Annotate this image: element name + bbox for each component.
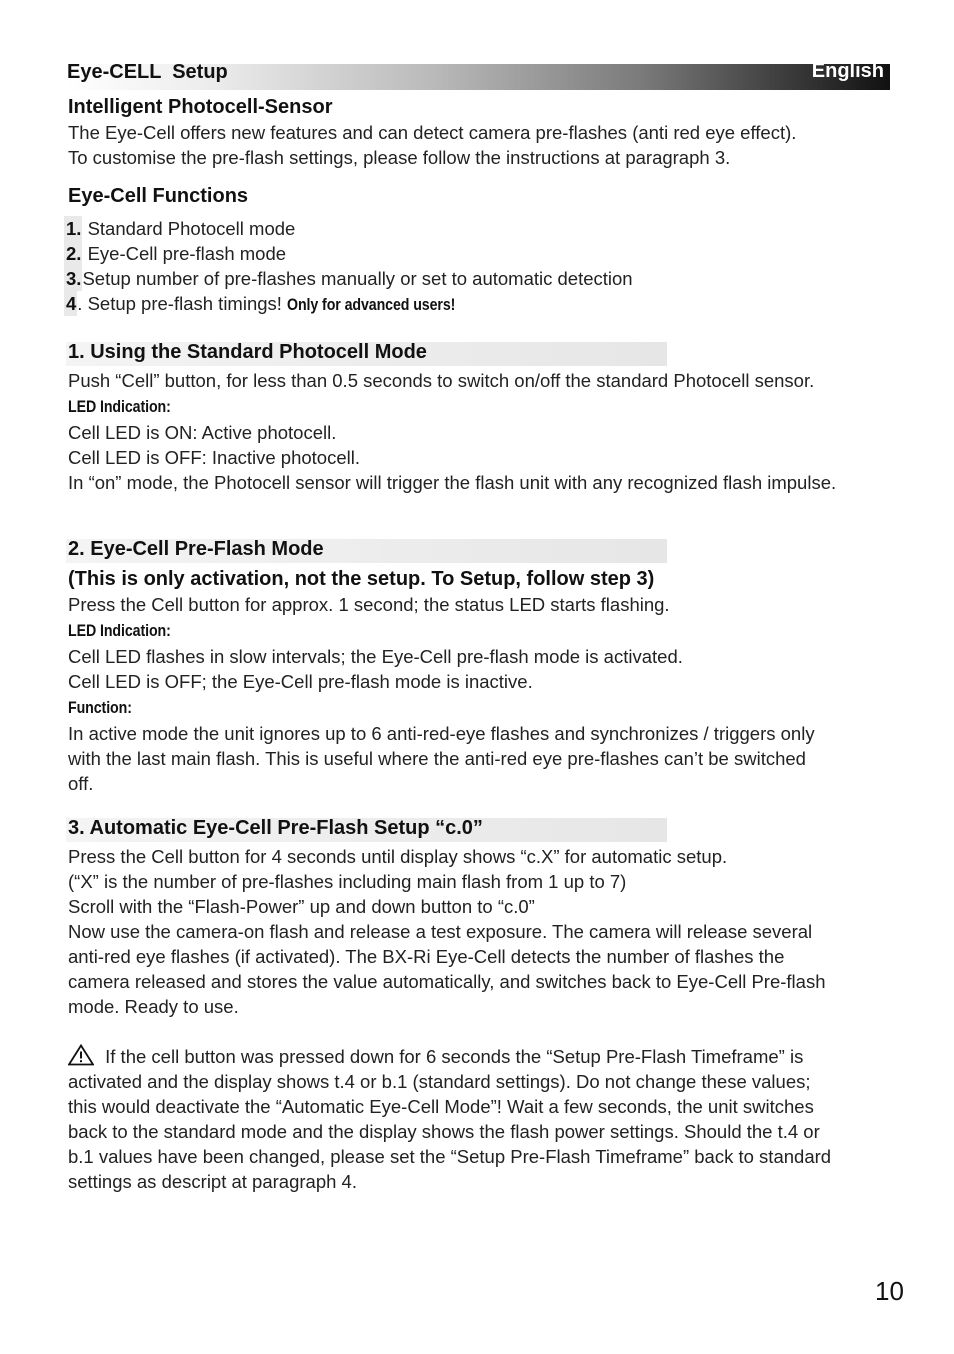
- warning-note: [68, 1044, 898, 1194]
- list-text: Standard Photocell mode: [82, 218, 296, 239]
- section2-function-line: In active mode the unit ignores up to 6 anti-red-eye flashes and synchronizes / triggers only: [68, 723, 815, 744]
- section1-body: [68, 368, 898, 495]
- section2-intro: Press the Cell button for approx. 1 second; the status LED starts flashing.: [68, 594, 670, 615]
- list-number: 3.: [66, 268, 82, 289]
- advanced-note: Only for advanced users!: [287, 296, 456, 314]
- section3-line: Scroll with the “Flash-Power” up and down button to “c.0”: [68, 896, 535, 917]
- function-label: Function:: [68, 699, 132, 717]
- warning-line: b.1 values have been changed, please set the “Setup Pre-Flash Timeframe” back to standard: [68, 1146, 832, 1167]
- language-label: English: [811, 60, 884, 82]
- list-number: 4: [66, 293, 77, 314]
- section1-title-bar: [66, 342, 667, 366]
- warning-line: this would deactivate the “Automatic Eye-Cell Mode”! Wait a few seconds, the unit switches: [68, 1096, 814, 1117]
- section3-line: mode. Ready to use.: [68, 996, 239, 1017]
- warning-first-line: If the cell button was pressed down for 6 seconds the “Setup Pre-Flash Timeframe” is: [100, 1046, 804, 1067]
- intro-section: [68, 94, 898, 170]
- section3-title: 3. Automatic Eye-Cell Pre-Flash Setup “c.0”: [68, 817, 483, 839]
- section1-title: 1. Using the Standard Photocell Mode: [68, 341, 427, 363]
- functions-list: [64, 216, 894, 316]
- warning-line: settings as descript at paragraph 4.: [68, 1171, 357, 1192]
- warning-icon: [68, 1044, 94, 1066]
- list-item: [64, 241, 894, 266]
- list-text: . Setup pre-flash timings!: [77, 293, 288, 314]
- section3-body: [68, 844, 898, 1019]
- functions-heading: Eye-Cell Functions: [68, 185, 249, 207]
- section1-line: In “on” mode, the Photocell sensor will trigger the flash unit with any recognized flash impulse.: [68, 472, 837, 493]
- warning-line: activated and the display shows t.4 or b.1 (standard settings). Do not change these values;: [68, 1071, 811, 1092]
- section1-line: Cell LED is OFF: Inactive photocell.: [68, 447, 360, 468]
- warning-line: back to the standard mode and the display shows the flash power settings. Should the t.4 or: [68, 1121, 820, 1142]
- section2-title: 2. Eye-Cell Pre-Flash Mode: [68, 538, 324, 560]
- section3-line: Press the Cell button for 4 seconds until display shows “c.X” for automatic setup.: [68, 846, 728, 867]
- section3-title-bar: [66, 818, 667, 842]
- section3-line: (“X” is the number of pre-flashes including main flash from 1 up to 7): [68, 871, 627, 892]
- section2-title-bar: [66, 539, 667, 563]
- led-indication-label: LED Indication:: [68, 398, 171, 416]
- list-number: 2.: [66, 243, 82, 264]
- list-item: [64, 266, 894, 291]
- intro-line: The Eye-Cell offers new features and can detect camera pre-flashes (anti red eye effect).: [68, 122, 797, 143]
- section2-led-line: Cell LED flashes in slow intervals; the Eye-Cell pre-flash mode is activated.: [68, 646, 683, 667]
- section1-intro: Push “Cell” button, for less than 0.5 seconds to switch on/off the standard Photocell sensor.: [68, 370, 815, 391]
- section1-line: Cell LED is ON: Active photocell.: [68, 422, 337, 443]
- section2-subtitle: (This is only activation, not the setup. To Setup, follow step 3): [68, 568, 655, 590]
- page-number: 10: [875, 1276, 904, 1306]
- section3-line: camera released and stores the value automatically, and switches back to Eye-Cell Pre-flash: [68, 971, 826, 992]
- section2-led-line: Cell LED is OFF; the Eye-Cell pre-flash mode is inactive.: [68, 671, 533, 692]
- list-item: [64, 291, 894, 316]
- list-number: 1.: [66, 218, 82, 239]
- section3-line: Now use the camera-on flash and release a test exposure. The camera will release several: [68, 921, 813, 942]
- section2-function-line: with the last main flash. This is useful where the anti-red eye pre-flashes can’t be switched: [68, 748, 806, 769]
- led-indication-label: LED Indication:: [68, 622, 171, 640]
- intro-line: To customise the pre-flash settings, please follow the instructions at paragraph 3.: [68, 147, 731, 168]
- list-text: Setup number of pre-flashes manually or set to automatic detection: [82, 268, 633, 289]
- list-text: Eye-Cell pre-flash mode: [82, 243, 287, 264]
- functions-section: [68, 183, 898, 209]
- section2-body: [68, 566, 898, 796]
- header-title: Eye-CELL Setup: [67, 61, 228, 83]
- intro-heading: Intelligent Photocell-Sensor: [68, 96, 333, 118]
- section2-function-line: off.: [68, 773, 94, 794]
- list-item: [64, 216, 894, 241]
- section3-line: anti-red eye flashes (if activated). The BX-Ri Eye-Cell detects the number of flashes the: [68, 946, 785, 967]
